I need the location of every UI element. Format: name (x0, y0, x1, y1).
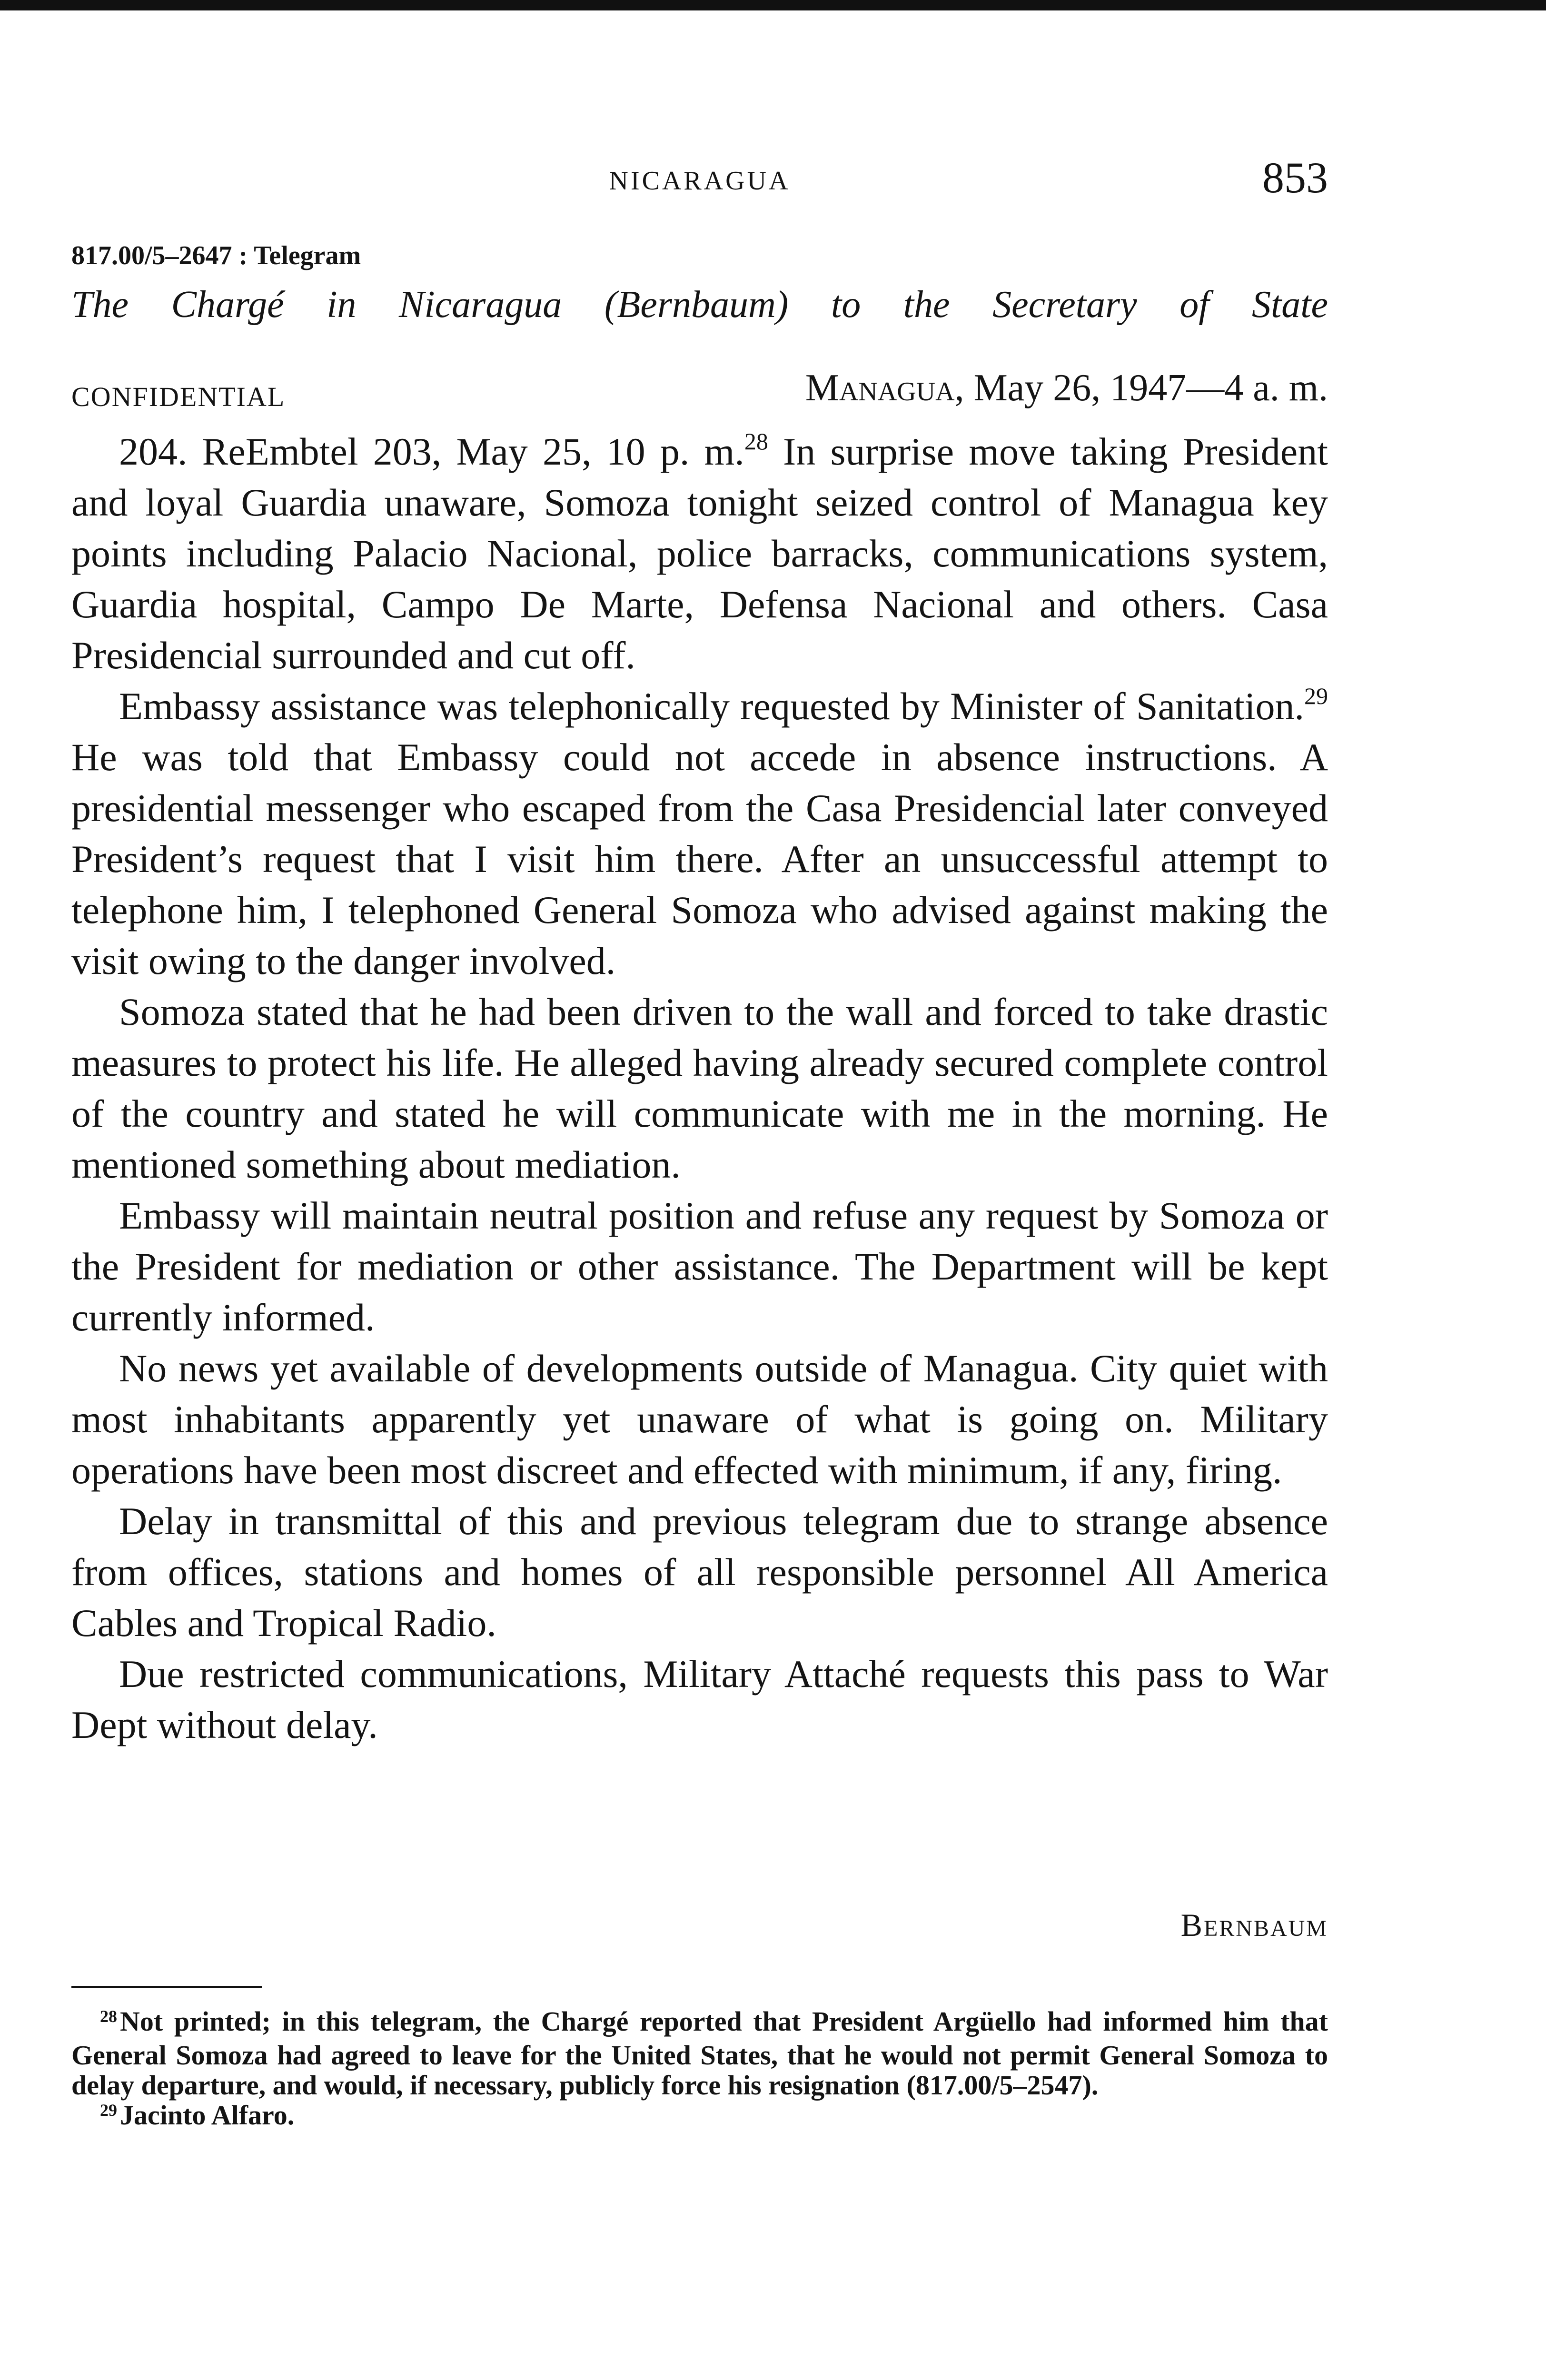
footnote-mark: 29 (100, 2101, 117, 2120)
footnote-ref-28: 28 (744, 428, 768, 455)
running-header (71, 152, 1328, 209)
paragraph-5: No news yet available of developments outside of Managua. City quiet with most inhabitants apparently yet unaware of what is going on. Military operations have been most discreet and effected with minimum, if any, firing. (71, 1347, 1328, 1492)
paragraph-6: Delay in transmittal of this and previous telegram due to strange absence from offices, stations and homes of all responsible personnel All America Cables and Tropical Radio. (71, 1499, 1328, 1645)
paragraph-4: Embassy will maintain neutral position and refuse any request by Somoza or the President for mediation or other assistance. The Department will be kept currently informed. (71, 1194, 1328, 1339)
footnote-divider (71, 1986, 262, 1988)
telegram-body (71, 426, 1328, 1750)
file-reference: 817.00/5–2647 : Telegram (71, 241, 361, 270)
page-number: 853 (1262, 153, 1328, 202)
paragraph-1-start: 204. ReEmbtel 203, May 25, 10 p. m. (119, 430, 744, 473)
footnote-mark: 28 (100, 2007, 117, 2026)
paragraph-7: Due restricted communications, Military Attaché requests this pass to War Dept without delay. (71, 1652, 1328, 1746)
paragraph-2 (71, 681, 1328, 986)
footnote-ref-29: 29 (1304, 683, 1328, 709)
signature: Bernbaum (1180, 1907, 1328, 1943)
paragraph-1 (71, 426, 1328, 681)
running-title: NICARAGUA (609, 166, 791, 196)
footnote-text: Not printed; in this telegram, the Chargé reported that President Argüello had informed him that General Somoza had agreed to leave for the United States, that he would not permit General Somoza to delay departure, and would, if necessary, publicly force his resignation (817.00/5–2547). (71, 2006, 1328, 2101)
date-time: , May 26, 1947—4 a. m. (954, 367, 1328, 409)
place-name: Managua (805, 367, 955, 409)
paragraph-2-rest: He was told that Embassy could not accede in absence instructions. A presidential messenger who escaped from the Casa Presidencial later conveyed President’s request that I visit him there. After an unsuccessful attempt to telephone him, I telephoned General Somoza who advised against making the visit owing to the danger involved. (71, 735, 1328, 982)
footnote-text: Jacinto Alfaro. (120, 2100, 295, 2131)
paragraph-2-start: Embassy assistance was telephonically requested by Minister of Sanitation. (119, 684, 1304, 728)
paragraph-3: Somoza stated that he had been driven to the wall and forced to take drastic measures to protect his life. He alleged having already secured complete control of the country and stated he will communicate with me in the morning. He mentioned something about mediation. (71, 990, 1328, 1186)
paragraph-1-rest: In surprise move taking President and loyal Guardia unaware, Somoza tonight seized control of Managua key points including Palacio Nacional, police barracks, communications system, Guardia hospital, Campo De Marte, Defensa Nacional and others. Casa Presidencial surrounded and cut off. (71, 430, 1328, 677)
place-date (805, 367, 1328, 410)
dateline (71, 367, 1328, 419)
document-title: The Chargé in Nicaragua (Bernbaum) to the Secretary of State (71, 284, 1328, 326)
document-page (71, 0, 1328, 2380)
classification-label: CONFIDENTIAL (71, 381, 286, 412)
footnotes (71, 2006, 1328, 2134)
footnote-29 (71, 2100, 1328, 2134)
footnote-28 (71, 2006, 1328, 2100)
